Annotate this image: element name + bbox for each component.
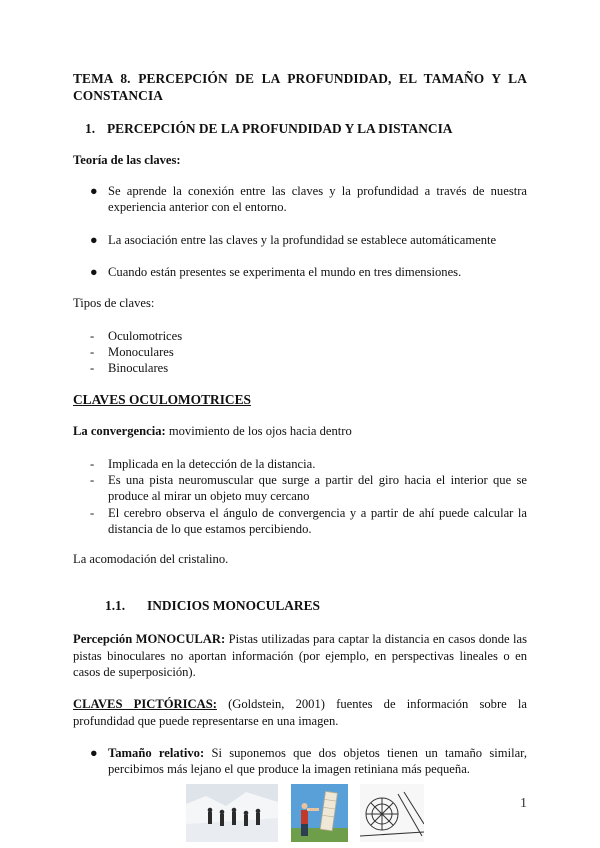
section-1-1-heading	[105, 598, 320, 614]
convergencia-term: La convergencia:	[73, 424, 166, 438]
monocular-paragraph	[73, 631, 527, 681]
bullet-icon: ●	[90, 265, 98, 279]
leaning-tower-image	[291, 784, 348, 842]
tamano-term: Tamaño relativo:	[108, 746, 205, 760]
bullet-icon: ●	[90, 233, 98, 247]
monocular-term: Percepción MONOCULAR:	[73, 632, 226, 646]
convergencia-text: movimiento de los ojos hacia dentro	[165, 424, 352, 438]
pictoricas-paragraph	[73, 696, 527, 729]
oculomotrices-heading: CLAVES OCULOMOTRICES	[73, 392, 251, 407]
section-1-1-number: 1.1.	[105, 598, 126, 613]
bullet-icon: ●	[90, 184, 98, 198]
section-1-number: 1.	[85, 121, 96, 136]
monocular-text: Pistas utilizadas para captar la distancia en casos donde las pistas binoculares no aportan información (por ejemplo, en perspectivas lineales o en casos de superposición).	[73, 632, 527, 679]
tipos-label: Tipos de claves:	[73, 296, 155, 310]
convergencia-line	[73, 424, 352, 439]
document-title: TEMA 8. PERCEPCIÓN DE LA PROFUNDIDAD, EL TAMAÑO Y LA CONSTANCIA	[73, 71, 527, 103]
tamano-text: Si suponemos que dos objetos tienen un tamaño similar, percibimos más lejano el que produce la imagen retiniana más pequeña.	[108, 746, 528, 776]
page-number: 1	[520, 796, 527, 811]
bullet-icon: ●	[90, 746, 98, 760]
teoria-heading: Teoría de las claves:	[73, 153, 181, 167]
section-1-heading	[85, 121, 452, 137]
section-1-title: PERCEPCIÓN DE LA PROFUNDIDAD Y LA DISTANCIA	[107, 121, 453, 136]
hikers-snow-image	[186, 784, 278, 842]
pictoricas-term: CLAVES PICTÓRICAS:	[73, 697, 217, 711]
railway-tracks-image	[360, 784, 424, 842]
section-1-1-title: INDICIOS MONOCULARES	[147, 598, 320, 613]
acomodacion-text: La acomodación del cristalino.	[73, 552, 229, 566]
pictoricas-text: (Goldstein, 2001) fuentes de información sobre la profundidad que puede representarse en una imagen.	[73, 697, 527, 728]
document-page: TEMA 8. PERCEPCIÓN DE LA PROFUNDIDAD, EL TAMAÑO Y LA CONSTANCIA 1. PERCEPCIÓN DE LA PROFUNDIDAD Y LA DISTANCIA Teoría de las claves: ● Se aprende la conexión entre las claves y la profundidad a través de nuestra experiencia anterior con el entorno. ● La asociación entre las claves y la profundidad se establece automáticamente ● Cuando están presentes se experimenta el mundo en tres dimensiones. Tipos de claves: - Oculomotrices - Monoculares - Binoculares CLAVES OCULOMOTRICES La convergencia: movimiento de los ojos hacia dentro - Implicada en la detección de la distancia. - Es una pista neuromuscular que surge a partir del giro hacia el interior que se produce al mirar un objeto muy cercano - El cerebro observa el ángulo de convergencia y a partir de ahí puede calcular la distancia de lo que estamos percibiendo. La acomodación del cristalino. 1.1. INDICIOS MONOCULARES Percepción MONOCULAR: Pistas utilizadas para captar la distancia en casos donde las pistas binoculares no aportan información (por ejemplo, en perspectivas lineales o en casos de superposición). CLAVES PICTÓRICAS: (Goldstein, 2001) fuentes de información sobre la profundidad que puede representarse en una imagen. ● Tamaño relativo: Si suponemos que dos objetos tienen un tamaño similar, percibimos más lejano el que produce la imagen retiniana más pequeña. 1	[0, 0, 600, 848]
